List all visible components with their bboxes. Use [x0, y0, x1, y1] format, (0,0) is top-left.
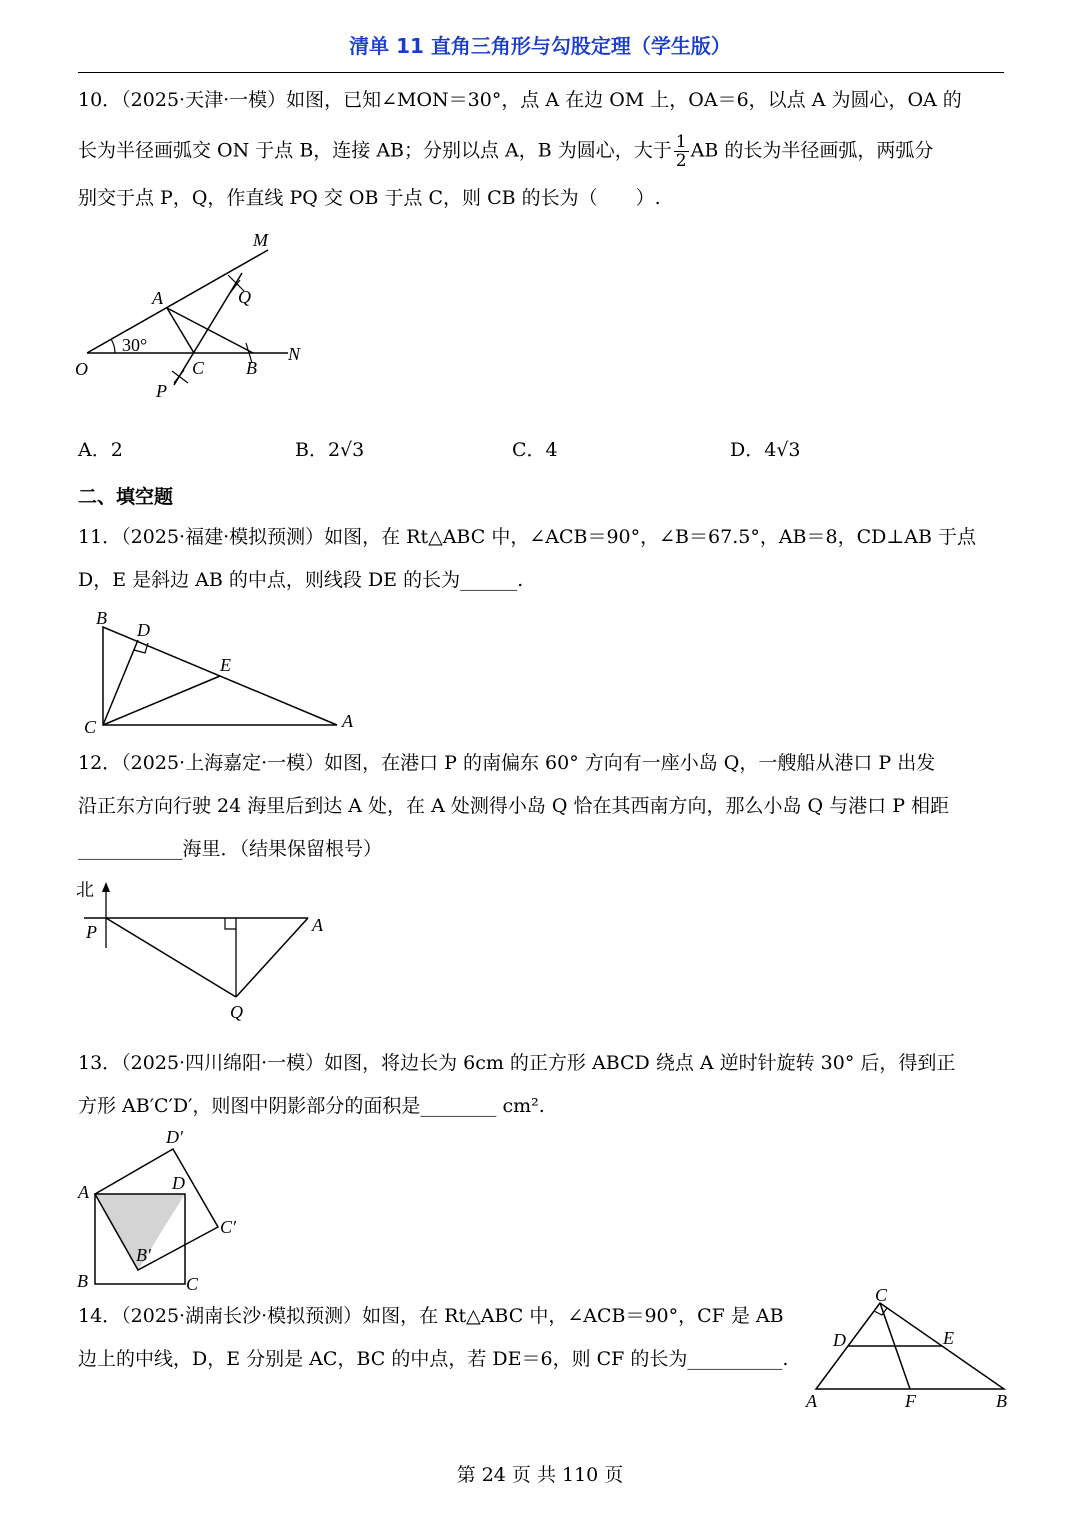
q10-line-1: 10．（2025·天津·一模）如图，已知∠MON＝30°，点 A 在边 OM 上，OA＝6，以点 A 为圆心，OA 的: [78, 89, 962, 111]
header-divider: [78, 72, 1004, 73]
q14-line-1: 14．（2025·湖南长沙·模拟预测）如图，在 Rt△ABC 中，∠ACB＝90°，CF 是 AB: [78, 1305, 784, 1327]
q14-label-E: E: [943, 1328, 954, 1348]
q10-label-Q: Q: [238, 287, 251, 307]
q10-option-d: D．4√3: [730, 439, 801, 461]
q10-line-2b: AB 的长为半径画弧，两弧分: [690, 139, 934, 162]
q11-label-E: E: [220, 655, 231, 675]
q12-line-3: ___________海里．（结果保留根号）: [78, 838, 383, 860]
q10-option-a: A．2: [78, 439, 123, 461]
q11-figure: [80, 605, 370, 735]
q10-frac-den: 2: [675, 151, 687, 171]
q14-line-2: 边上的中线，D，E 分别是 AC，BC 的中点，若 DE＝6，则 CF 的长为__________.: [78, 1348, 789, 1370]
q11-line-1: 11．（2025·福建·模拟预测）如图，在 Rt△ABC 中，∠ACB＝90°，∠B＝67.5°，AB＝8，CD⊥AB 于点: [78, 526, 976, 548]
q10-figure: [70, 225, 330, 405]
q13-label-D: D: [172, 1173, 185, 1193]
q10-option-b: B．2√3: [295, 439, 365, 461]
q11-label-C: C: [84, 717, 97, 737]
q14-figure: [800, 1285, 1030, 1415]
q10-label-O: O: [75, 359, 88, 379]
q14-label-F: F: [905, 1391, 916, 1411]
q11-line-2: D，E 是斜边 AB 的中点，则线段 DE 的长为______.: [78, 569, 524, 591]
section-title: 二、填空题: [78, 486, 174, 508]
q12-line-1: 12．（2025·上海嘉定·一模）如图，在港口 P 的南偏东 60° 方向有一座小岛 Q，一艘船从港口 P 出发: [78, 752, 936, 774]
q10-label-C: C: [192, 358, 205, 378]
q14-label-C: C: [875, 1285, 888, 1305]
q10-line-2: [78, 133, 1008, 170]
q10-line-2a: 长为半径画弧交 ON 于点 B，连接 AB；分别以点 A，B 为圆心，大于: [78, 139, 672, 162]
q12-north-label: 北: [76, 880, 94, 900]
q10-label-N: N: [288, 344, 301, 364]
q13-label-D-prime: D′: [166, 1127, 183, 1147]
q11-label-B: B: [96, 608, 107, 628]
q10-line-3: 别交于点 P，Q，作直线 PQ 交 OB 于点 C，则 CB 的长为（ ）.: [78, 187, 661, 209]
q10-label-B: B: [246, 358, 257, 378]
q12-figure: [76, 878, 336, 1023]
q14-label-B: B: [996, 1391, 1007, 1411]
q13-label-A: A: [78, 1182, 89, 1202]
q11-label-D: D: [137, 620, 150, 640]
q10-label-P: P: [156, 381, 167, 401]
q13-label-C: C: [186, 1274, 199, 1294]
q12-label-P: P: [86, 922, 97, 942]
q14-label-A: A: [806, 1391, 817, 1411]
q13-label-B: B: [77, 1271, 88, 1291]
q10-label-M: M: [253, 230, 268, 250]
q13-label-C-prime: C′: [220, 1217, 236, 1237]
q13-line-2: 方形 AB′C′D′，则图中阴影部分的面积是________ cm².: [78, 1095, 545, 1117]
q10-option-c: C．4: [512, 439, 558, 461]
q12-label-A: A: [312, 915, 323, 935]
page-footer: 第 24 页 共 110 页: [456, 1464, 624, 1486]
q14-label-D: D: [833, 1330, 846, 1350]
q11-label-A: A: [342, 711, 353, 731]
q10-fraction: [674, 133, 689, 170]
q12-line-2: 沿正东方向行驶 24 海里后到达 A 处，在 A 处测得小岛 Q 恰在其西南方向，那么小岛 Q 与港口 P 相距: [78, 795, 950, 817]
q10-angle-label: 30°: [122, 335, 148, 355]
q13-label-B-prime: B′: [136, 1245, 151, 1265]
q13-line-1: 13．（2025·四川绵阳·一模）如图，将边长为 6cm 的正方形 ABCD 绕点 A 逆时针旋转 30° 后，得到正: [78, 1052, 956, 1074]
q10-label-A: A: [152, 288, 163, 308]
q13-figure: [74, 1125, 254, 1295]
q10-frac-num: 1: [675, 132, 687, 152]
page-header-title: 清单 11 直角三角形与勾股定理（学生版）: [349, 34, 731, 58]
q12-label-Q: Q: [230, 1002, 243, 1022]
